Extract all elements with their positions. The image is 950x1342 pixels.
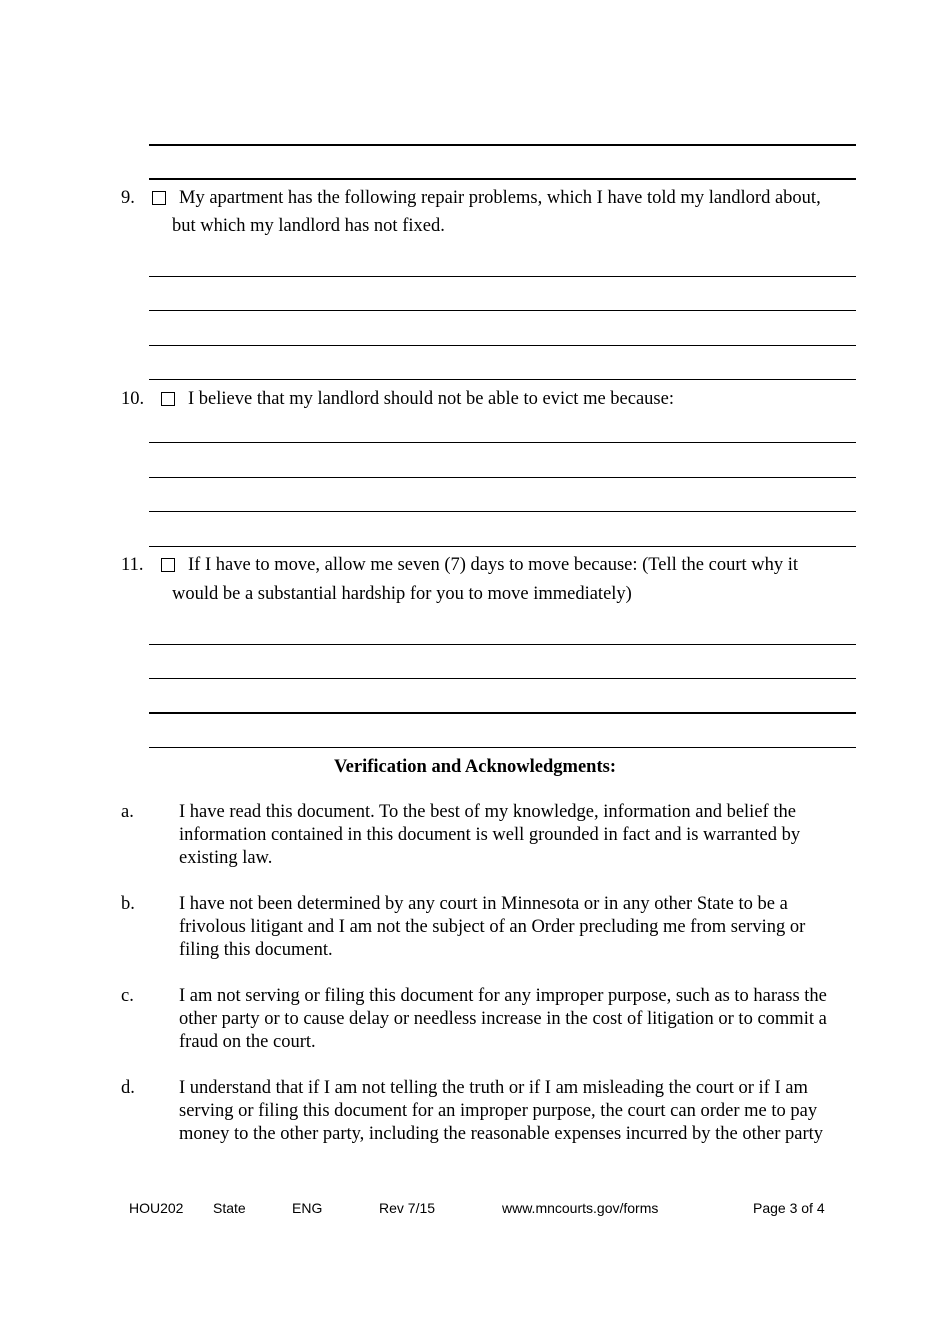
item-10-checkbox[interactable] [161,392,175,406]
answer-line[interactable] [149,477,856,478]
paragraph-line: frivolous litigant and I am not the subject of an Order precluding me from serving or [179,917,806,937]
footer-form-code: HOU202 [129,1200,184,1216]
paragraph-line: I understand that if I am not telling the truth or if I am misleading the court or if I am [179,1078,808,1098]
item-11-checkbox[interactable] [161,558,175,572]
answer-line[interactable] [149,379,856,380]
paragraph-a-letter: a. [121,802,134,822]
paragraph-a [179,801,859,870]
footer-revision: Rev 7/15 [379,1200,436,1216]
paragraph-line: fraud on the court. [179,1032,316,1052]
paragraph-line: other party or to cause delay or needless increase in the cost of litigation or to commit a [179,1009,827,1029]
footer-language: ENG [292,1200,323,1216]
footer-page-number: Page 3 of 4 [753,1200,825,1216]
answer-line[interactable] [149,178,856,180]
item-11-number: 11. [121,555,144,575]
paragraph-line: filing this document. [179,940,333,960]
answer-line[interactable] [149,644,856,645]
answer-line[interactable] [149,678,856,679]
item-9-checkbox[interactable] [152,191,166,205]
item-10-text-line-1: I believe that my landlord should not be able to evict me because: [188,389,674,409]
paragraph-line: I am not serving or filing this document for any improper purpose, such as to harass the [179,986,827,1006]
footer-website[interactable]: www.mncourts.gov/forms [502,1200,659,1216]
paragraph-d [179,1077,859,1146]
footer-jurisdiction: State [213,1200,246,1216]
paragraph-d-letter: d. [121,1078,135,1098]
answer-line[interactable] [149,747,856,748]
item-9-text-line-1: My apartment has the following repair problems, which I have told my landlord about, [179,188,821,208]
answer-line[interactable] [149,144,856,146]
answer-line[interactable] [149,511,856,512]
answer-line[interactable] [149,442,856,443]
answer-line[interactable] [149,276,856,277]
paragraph-b-letter: b. [121,894,135,914]
item-11-text-line-2: would be a substantial hardship for you to move immediately) [172,584,632,604]
answer-line[interactable] [149,712,856,714]
answer-line[interactable] [149,345,856,346]
item-9-text-line-2: but which my landlord has not fixed. [172,216,445,236]
paragraph-c [179,985,859,1054]
item-11-text-line-1: If I have to move, allow me seven (7) days to move because: (Tell the court why it [188,555,799,575]
paragraph-b [179,893,859,962]
paragraph-line: existing law. [179,848,273,868]
item-10-number: 10. [121,389,145,409]
verification-heading: Verification and Acknowledgments: [334,757,616,777]
paragraph-line: serving or filing this document for an improper purpose, the court can order me to pay [179,1101,818,1121]
answer-line[interactable] [149,310,856,311]
paragraph-line: I have not been determined by any court in Minnesota or in any other State to be a [179,894,788,914]
answer-line[interactable] [149,546,856,547]
paragraph-line: money to the other party, including the reasonable expenses incurred by the other party [179,1124,824,1144]
item-9-number: 9. [121,188,135,208]
paragraph-c-letter: c. [121,986,134,1006]
paragraph-line: information contained in this document is well grounded in fact and is warranted by [179,825,801,845]
paragraph-line: I have read this document. To the best of my knowledge, information and belief the [179,802,796,822]
